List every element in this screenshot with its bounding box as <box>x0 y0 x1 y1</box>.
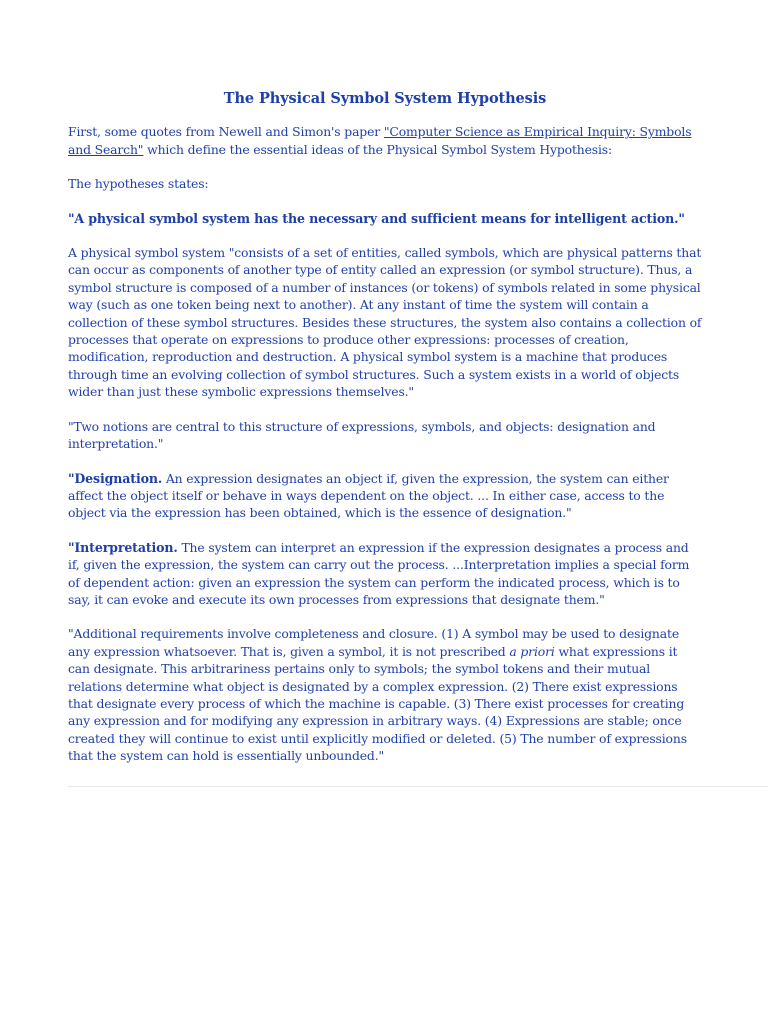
hypothesis-quote: "A physical symbol system has the necessary and sufficient means for intelligent action." <box>68 210 685 226</box>
designation-text: An expression designates an object if, given the expression, the system can either affect the object itself or behave in ways dependent on the object. ... In either case, access to the object via the expression has been obtained, which is the essence of designation." <box>68 470 669 521</box>
designation-lead: "Designation. <box>68 470 163 486</box>
requirements-text-before: "Additional requirements involve completeness and closure. (1) A symbol may be used to designate any expression whatsoever. That is, given a symbol, it is not prescribed <box>68 626 680 659</box>
page-title: The Physical Symbol System Hypothesis <box>223 90 547 107</box>
definition-paragraph: A physical symbol system "consists of a set of entities, called symbols, which are physical patterns that can occur as components of another type of entity called an expression (or symbol structure). Thus, a symbol structure is composed of a number of instances (or tokens) of symbols related in some physical way (such as one token being next to another). At any instant of time the system will contain a collection of these symbol structures. Besides these structures, the system also contains a collection of processes that operate on expressions to produce other expressions: processes of creation, modification, reproduction and destruction. A physical symbol system is a machine that produces through time an evolving collection of symbol structures. Such a system exists in a world of objects wider than just these symbolic expressions themselves." <box>68 245 702 400</box>
intro-paragraph <box>68 123 702 158</box>
interpretation-lead: "Interpretation. <box>68 539 178 555</box>
a-priori-italic: a priori <box>509 643 555 659</box>
hypothesis-label: The hypotheses states: <box>68 176 209 192</box>
page-divider <box>68 786 768 787</box>
intro-text-after: which define the essential ideas of the Physical Symbol System Hypothesis: <box>143 141 613 157</box>
interpretation-text: The system can interpret an expression if the expression designates a process and if, given the expression, the system can carry out the process. ...Interpretation implies a special form of dependent action: given an expression the system can perform the indicated process, which is to say, it can evoke and execute its own processes from expressions that designate them." <box>68 539 690 607</box>
interpretation-paragraph <box>68 539 702 609</box>
requirements-paragraph <box>68 625 702 764</box>
requirements-text-after: what expressions it can designate. This arbitrariness pertains only to symbols; the symbol tokens and their mutual relations determine what object is designated by a complex expression. (2) There exist expressions that designate every process of which the machine is capable. (3) There exist processes for creating any expression and for modifying any expression in arbitrary ways. (4) Expressions are stable; once created they will continue to exist until explicitly modified or deleted. (5) The number of expressions that the system can hold is essentially unbounded." <box>68 643 687 764</box>
paper-link[interactable]: "Computer Science as Empirical Inquiry: Symbols and Search" <box>68 124 692 157</box>
designation-paragraph <box>68 470 702 522</box>
notions-paragraph: "Two notions are central to this structure of expressions, symbols, and objects: designation and interpretation." <box>68 418 656 452</box>
document-page <box>68 90 702 782</box>
intro-text-before: First, some quotes from Newell and Simon's paper <box>68 124 384 140</box>
